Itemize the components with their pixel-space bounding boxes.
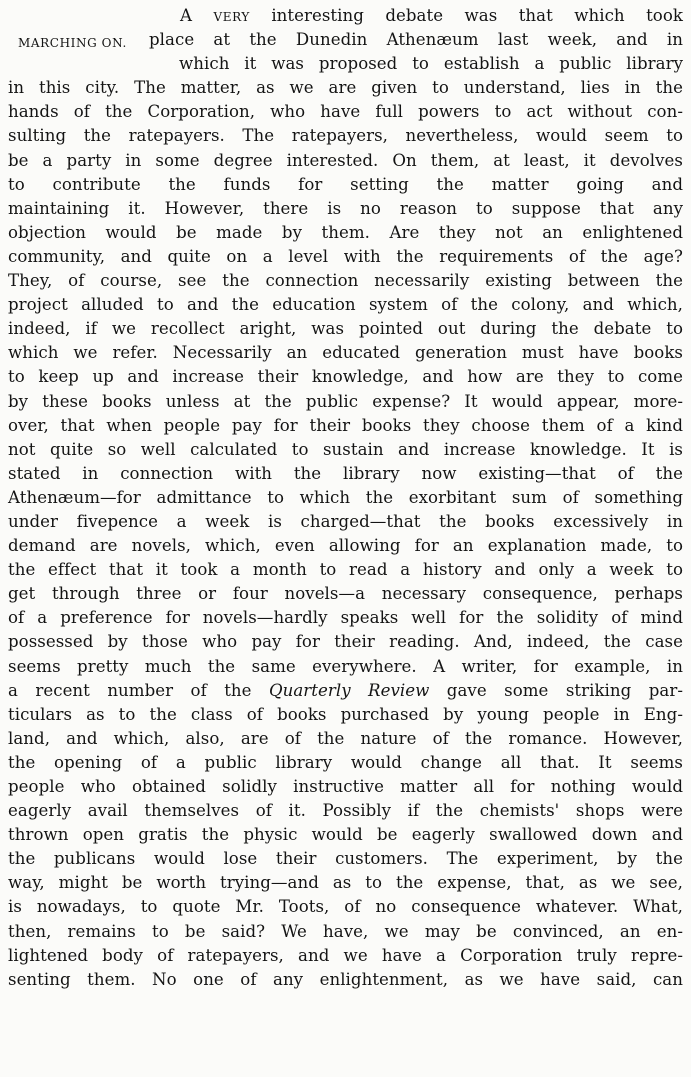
article-line: land, and which, also, are of the nature of the romance. However, <box>8 728 683 748</box>
article-line: under fivepence a week is charged—that the books excessively in <box>8 511 683 531</box>
article-line: is nowadays, to quote Mr. Toots, of no consequence whatever. What, <box>8 897 683 917</box>
article-line: not quite so well calculated to sustain and increase knowledge. It is <box>8 439 683 459</box>
article-line: ticulars as to the class of books purchased by young people in Eng- <box>8 704 683 724</box>
article-line: the effect that it took a month to read a history and only a week to <box>8 560 683 580</box>
article-line: to contribute the funds for setting the matter going and <box>8 174 683 194</box>
article-line: objection would be made by them. Are they not an enlightened <box>8 222 683 242</box>
article-line: by these books unless at the public expense? It would appear, more- <box>8 391 683 411</box>
article-line: get through three or four novels—a necessary consequence, perhaps <box>8 584 683 604</box>
article-line: over, that when people pay for their books they choose them of a kind <box>8 415 683 435</box>
article-line: which we refer. Necessarily an educated generation must have books <box>8 343 683 363</box>
article-line: community, and quite on a level with the requirements of the age? <box>8 246 683 266</box>
article-line: hands of the Corporation, who have full powers to act without con- <box>8 102 683 122</box>
article-line: sulting the ratepayers. The ratepayers, nevertheless, would seem to <box>8 126 683 146</box>
article-line: indeed, if we recollect aright, was pointed out during the debate to <box>8 319 683 339</box>
article-line: project alluded to and the education system of the colony, and which, <box>8 295 683 315</box>
article-line: eagerly avail themselves of it. Possibly if the chemists' shops were <box>8 801 683 821</box>
article-line: Athenæum—for admittance to which the exorbitant sum of something <box>8 487 683 507</box>
article-line: They, of course, see the connection necessarily existing between the <box>8 271 683 291</box>
article-line: senting them. No one of any enlightenment, as we have said, can <box>8 969 683 989</box>
article-line: the opening of a public library would change all that. It seems <box>8 752 683 772</box>
article-line: people who obtained solidly instructive matter all for nothing would <box>8 777 683 796</box>
article-line: to keep up and increase their knowledge, and how are they to come <box>8 367 683 387</box>
article-line: thrown open gratis the physic would be eagerly swallowed down and <box>8 825 683 845</box>
article-column <box>8 4 683 992</box>
small-caps-word: very <box>213 6 250 25</box>
article-line: then, remains to be said? We have, we may be convinced, an en- <box>8 921 683 941</box>
article-line: which it was proposed to establish a public library <box>179 54 683 74</box>
article-line: of a preference for novels—hardly speaks well for the solidity of mind <box>8 608 683 628</box>
article-line: be a party in some degree interested. On them, at least, it devolves <box>8 150 683 170</box>
article-line: seems pretty much the same everywhere. A writer, for example, in <box>8 656 683 676</box>
italic-title: Quarterly Review <box>268 680 430 700</box>
article-line: the publicans would lose their customers. The experiment, by the <box>8 849 683 869</box>
article-line: a recent number of the Quarterly Review gave some striking par- <box>8 680 684 700</box>
article-line: stated in connection with the library now existing—that of the <box>8 463 683 483</box>
side-heading: MARCHING ON. <box>18 36 127 50</box>
article-line: in this city. The matter, as we are given to understand, lies in the <box>8 78 683 98</box>
article-line: possessed by those who pay for their reading. And, indeed, the case <box>8 632 683 652</box>
article-line: way, might be worth trying—and as to the expense, that, as we see, <box>8 873 683 893</box>
article-line: lightened body of ratepayers, and we have a Corporation truly repre- <box>8 945 683 965</box>
article-line: maintaining it. However, there is no reason to suppose that any <box>8 198 683 218</box>
article-line: A very interesting debate was that which took <box>180 6 683 25</box>
article-line: place at the Dunedin Athenæum last week, and in <box>149 30 683 50</box>
article-line: demand are novels, which, even allowing for an explanation made, to <box>8 536 683 556</box>
